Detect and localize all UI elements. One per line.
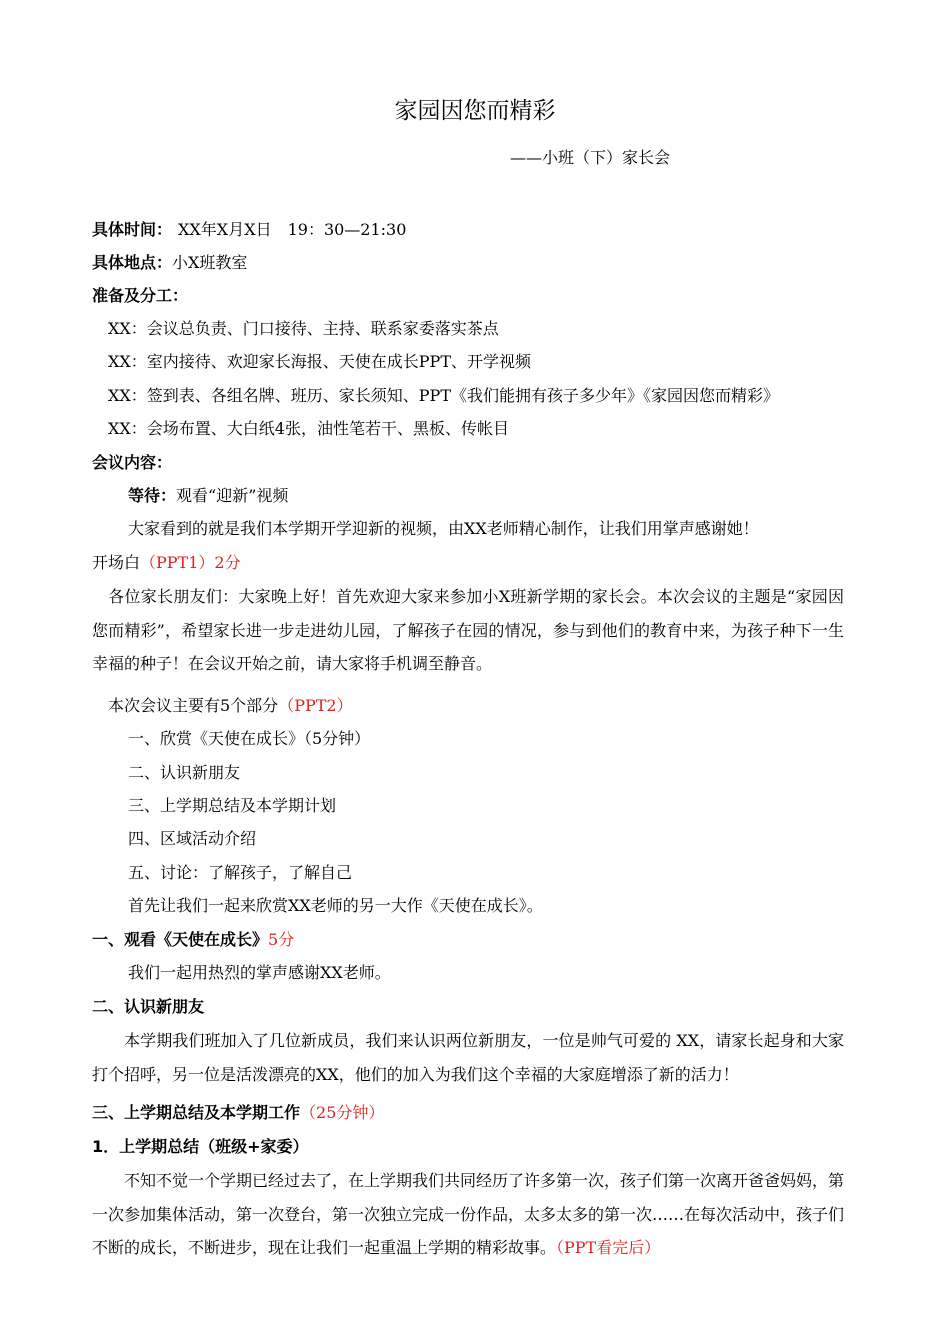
section2-heading: 二、认识新朋友 — [92, 997, 205, 1016]
prep-item-2: XX：室内接待、欢迎家长海报、天使在成长PPT、开学视频 — [108, 352, 531, 371]
section3-heading — [92, 1103, 384, 1123]
section3-note: （25分钟） — [300, 1103, 385, 1122]
waiting-text: 大家看到的就是我们本学期开学迎新的视频，由XX老师精心制作，让我们用掌声感谢她！ — [128, 519, 759, 538]
section1-note: 5分 — [268, 930, 295, 949]
opening-note: （PPT1）2分 — [140, 553, 241, 572]
time-label: 具体时间： — [92, 220, 173, 239]
part-3: 三、上学期总结及本学期计划 — [128, 796, 337, 815]
content-label: 会议内容： — [92, 453, 173, 472]
section3-1-heading: 1．上学期总结（班级+家委） — [92, 1137, 309, 1156]
section3-label: 三、上学期总结及本学期工作 — [92, 1103, 301, 1122]
section2-text: 本学期我们班加入了几位新成员，我们来认识两位新朋友，一位是帅气可爱的 XX，请家长起身和大家打个招呼，另一位是活泼漂亮的XX，他们的加入为我们这个幸福的大家庭增添了新的活力！ — [92, 1031, 844, 1084]
waiting-value: 观看“迎新”视频 — [176, 486, 289, 505]
time-line — [92, 220, 406, 240]
part-2: 二、认识新朋友 — [128, 763, 241, 782]
opening-label: 开场白 — [92, 553, 141, 572]
section1-heading — [92, 930, 294, 950]
prep-label: 准备及分工： — [92, 286, 189, 305]
part-1: 一、欣赏《天使在成长》（5分钟） — [128, 729, 371, 748]
section3-1-text: 不知不觉一个学期已经过去了，在上学期我们共同经历了许多第一次，孩子们第一次离开爸爸妈妈，第一次参加集体活动，第一次登台，第一次独立完成一份作品，太多太多的第一次……在每次活动中，孩子们不断的成长，不断进步，现在让我们一起重温上学期的精彩故事。 — [92, 1171, 845, 1257]
prep-item-1: XX：会议总负责、门口接待、主持、联系家委落实茶点 — [108, 319, 499, 338]
time-value: XX年X月X日 19：30—21:30 — [178, 220, 407, 239]
place-line — [92, 253, 247, 273]
part-5: 五、讨论：了解孩子，了解自己 — [128, 863, 353, 882]
waiting-line — [128, 486, 288, 506]
section3-1-paragraph — [92, 1164, 844, 1265]
parts-outro: 首先让我们一起来欣赏XX老师的另一大作《天使在成长》。 — [128, 896, 543, 915]
part-4: 四、区域活动介绍 — [128, 829, 257, 848]
prep-item-4: XX：会场布置、大白纸4张，油性笔若干、黑板、传帐目 — [108, 419, 509, 438]
place-value: 小X班教室 — [172, 253, 248, 272]
place-label: 具体地点： — [92, 253, 173, 272]
opening-line — [92, 553, 241, 573]
parts-intro-text: 本次会议主要有5个部分 — [108, 696, 279, 715]
waiting-label: 等待： — [128, 486, 177, 505]
section1-label: 一、观看《天使在成长》 — [92, 930, 269, 949]
section1-text: 我们一起用热烈的掌声感谢XX老师。 — [128, 963, 391, 982]
section3-1-note: （PPT看完后） — [556, 1238, 661, 1257]
prep-item-3: XX：签到表、各组名牌、班历、家长须知、PPT《我们能拥有孩子多少年》《家园因您而精彩》 — [108, 386, 779, 405]
document-title: 家园因您而精彩 — [394, 98, 556, 124]
document-subtitle: ——小班（下）家长会 — [510, 148, 671, 167]
opening-text: 各位家长朋友们：大家晚上好！首先欢迎大家来参加小X班新学期的家长会。本次会议的主题是“家园因您而精彩”，希望家长进一步走进幼儿园，了解孩子在园的情况，参与到他们的教育中来，为孩子种下一生幸福的种子！在会议开始之前，请大家将手机调至静音。 — [92, 587, 844, 673]
parts-intro — [108, 696, 353, 716]
parts-intro-note: （PPT2） — [278, 696, 353, 715]
